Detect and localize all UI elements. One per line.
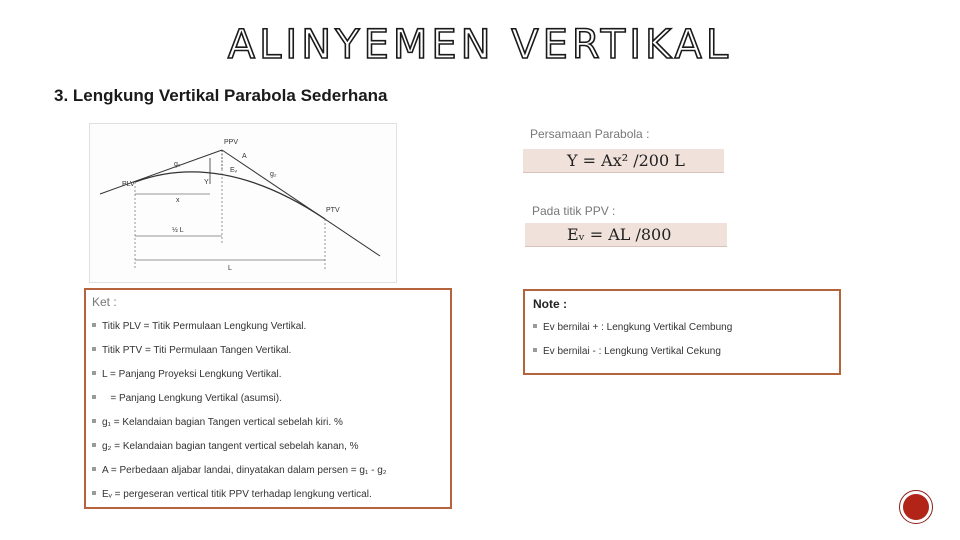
vertical-curve-diagram [89, 123, 397, 283]
parabola-equation-label: Persamaan Parabola : [530, 127, 650, 141]
label-y: Y [204, 179, 209, 186]
bullet-icon [92, 371, 96, 375]
ppv-equation-label: Pada titik PPV : [532, 204, 616, 218]
bullet-icon [92, 347, 96, 351]
tangent-right-line [222, 150, 380, 256]
label-x: x [176, 197, 180, 204]
ket-item: Titik PTV = Titi Permulaan Tangen Vertikal. [92, 345, 291, 356]
note-title: Note : [533, 297, 567, 311]
note-item: Ev bernilai - : Lengkung Vertikal Cekung [533, 346, 721, 357]
bullet-icon [92, 395, 96, 399]
label-plv: PLV [122, 181, 135, 188]
bullet-icon [92, 443, 96, 447]
decoration-dot [903, 494, 929, 520]
bullet-icon [92, 467, 96, 471]
bullet-icon [92, 419, 96, 423]
label-g1: g₁ [174, 161, 181, 168]
ket-item: = Panjang Lengkung Vertikal (asumsi). [92, 393, 282, 404]
label-ppv: PPV [224, 139, 239, 146]
label-g2: g₂ [270, 171, 277, 178]
parabola-curve [135, 172, 325, 219]
page-title: ALINYEMEN VERTIKAL [227, 22, 733, 68]
ket-item: g₁ = Kelandaian bagian Tangen vertical sebelah kiri. % [92, 417, 343, 428]
ket-item: Titik PLV = Titik Permulaan Lengkung Vertikal. [92, 321, 306, 332]
section-subtitle: 3. Lengkung Vertikal Parabola Sederhana [54, 86, 388, 105]
bullet-icon [92, 491, 96, 495]
bullet-icon [533, 348, 537, 352]
bullet-icon [92, 323, 96, 327]
label-ev: Eᵥ [230, 167, 237, 174]
ket-item: A = Perbedaan aljabar landai, dinyatakan dalam persen = g₁ - g₂ [92, 465, 387, 476]
label-ptv: PTV [326, 207, 340, 214]
ket-item: Eᵥ = pergeseran vertical titik PPV terhadap lengkung vertical. [92, 489, 372, 500]
label-a: A [242, 153, 247, 160]
ket-item: L = Panjang Proyeksi Lengkung Vertikal. [92, 369, 281, 380]
ppv-equation: Eᵥ = AL /800 [525, 223, 727, 247]
bullet-icon [533, 324, 537, 328]
parabola-equation: Y = Ax² /200 L [523, 149, 724, 173]
note-box [523, 289, 841, 375]
ket-title: Ket : [92, 295, 117, 309]
slide-decoration-circle [899, 490, 933, 524]
label-half-l: ½ L [172, 227, 184, 234]
vertical-curve-svg [90, 124, 396, 282]
note-item: Ev bernilai + : Lengkung Vertikal Cembung [533, 322, 732, 333]
ket-box [84, 288, 452, 509]
label-l: L [228, 265, 232, 272]
ket-item: g₂ = Kelandaian bagian tangent vertical sebelah kanan, % [92, 441, 359, 452]
